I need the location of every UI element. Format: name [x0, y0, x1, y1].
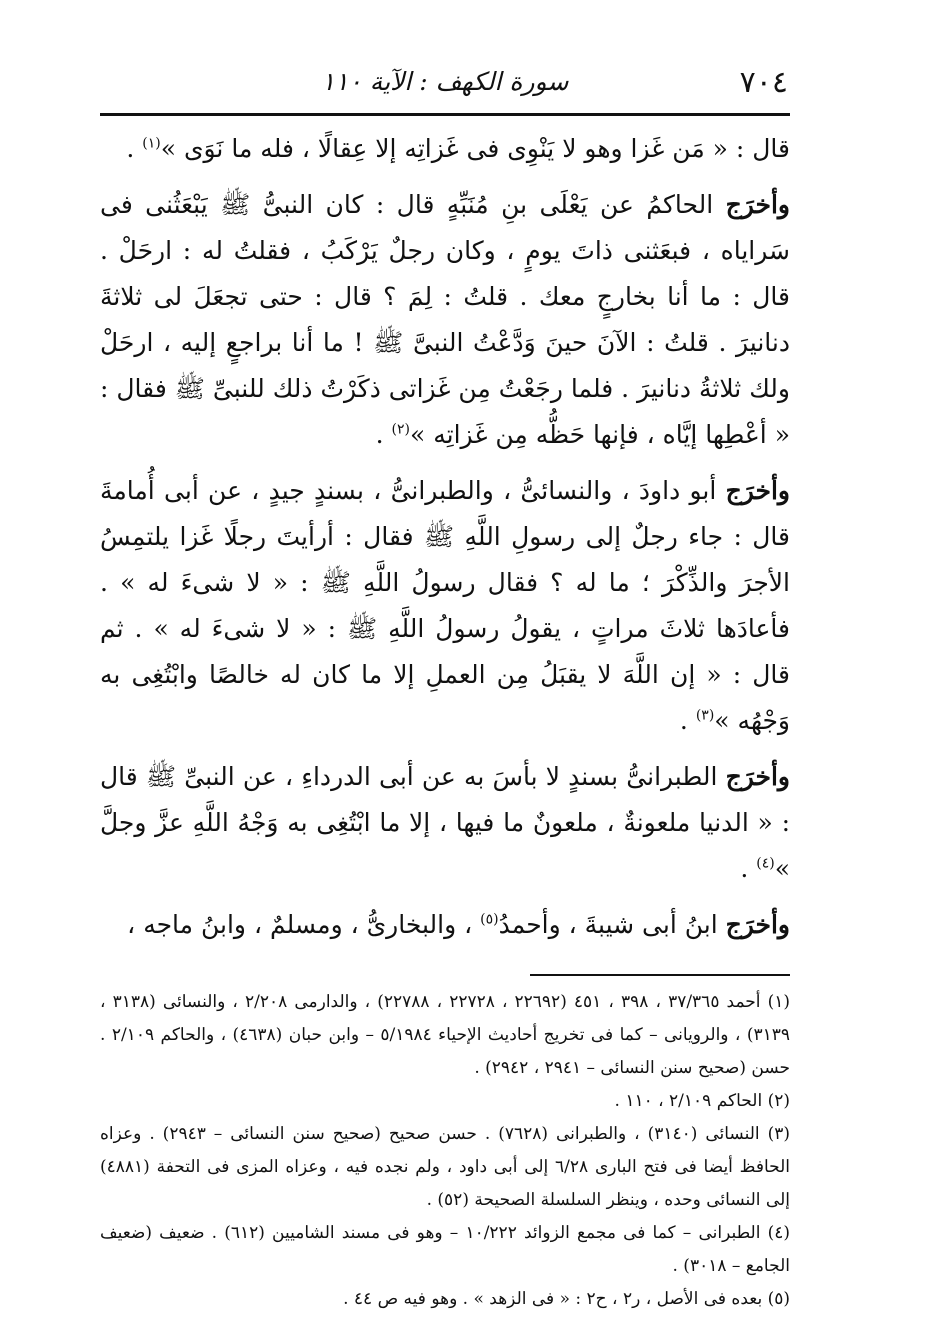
paragraph-lead: وأخرَج — [725, 190, 790, 219]
paragraph-end: . — [679, 706, 696, 735]
paragraph-text: الحاكمُ عن يَعْلَى بنِ مُنَبِّهٍ قال : كان النبىُّ ﷺ يَبْعَثُنى فى سَراياه ، فبعَثنى ذاتَ يومٍ ، وكان رجلٌ يَرْكَبُ ، فقلتُ له : ارحَلْ . قال : ما أنا بخارجٍ معك . قلتُ : لِمَ ؟ قال : حتى تجعَلَ لى ثلاثةَ دنانيرَ . قلتُ : الآنَ حينَ وَدَّعْتُ النبىَّ ﷺ ! ما أنا براجعٍ إليه ، ارحَلْ ولك ثلاثةُ دنانيرَ . فلما رجَعْتُ مِن غَزاتى ذكَرْتُ ذلك للنبىِّ ﷺ فقال : « أعْطِها إيَّاه ، فإنها حَظُّه مِن غَزاتِه » — [100, 190, 790, 449]
footnote: (٣) النسائى (٣١٤٠) ، والطبرانى (٧٦٢٨) . حسن صحيح (صحيح سنن النسائى – ٢٩٤٣) . وعزاه الحافظ أيضا فى فتح البارى ٦/٢٨ إلى أبى داود ، ولم نجده فيه ، وعزاه المزى فى التحفة (٤٨٨١) إلى النسائى وحده ، وينظر السلسلة الصحيحة (٥٢) . — [100, 1124, 791, 1210]
paragraph-lead: وأخرَج — [725, 476, 790, 505]
paragraph-text: ابنُ أبى شيبةَ ، وأحمدُ — [498, 910, 726, 939]
paragraph-lead: وأخرَج — [725, 762, 790, 791]
paragraph — [100, 468, 790, 744]
paragraph-text: الطبرانىُّ بسندٍ لا بأسَ به عن أبى الدرداءِ ، عن النبىِّ ﷺ قال : « الدنيا ملعونةٌ ، ملعونٌ ما فيها ، إلا ما ابْتُغِى به وَجْهُ اللَّهِ عزَّ وجلَّ » — [100, 762, 790, 883]
footnote: (١) أحمد ٣٧/٣٦٥ ، ٣٩٨ ، ٤٥١ (٢٢٦٩٢ ، ٢٢٧٢٨ ، ٢٢٧٨٨) ، والدارمى ٢/٢٠٨ ، والنسائى (٣١٣٨ ، ٣١٣٩) ، والرويانى – كما فى تخريج أحاديث الإحياء ٥/١٩٨٤ – وابن حبان (٤٦٣٨) ، والحاكم ٢/١٠٩ . حسن (صحيح سنن النسائى – ٢٩٤١ ، ٢٩٤٢) . — [100, 992, 791, 1078]
paragraph-text: أبو داودَ ، والنسائىُّ ، والطبرانىُّ ، بسندٍ جيدٍ ، عن أبى أُمامةَ قال : جاء رجلٌ إلى رسولِ اللَّهِ ﷺ فقال : أرأيتَ رجلًا غَزا يلتمِسُ الأجرَ والذِّكْرَ ؛ ما له ؟ فقال رسولُ اللَّهِ ﷺ : « لا شىءَ له » . فأعادَها ثلاثَ مراتٍ ، يقولُ رسولُ اللَّهِ ﷺ : « لا شىءَ له » . ثم قال : « إن اللَّهَ لا يقبَلُ مِن العملِ إلا ما كان له خالصًا وابْتُغِى به وَجْهُه » — [100, 476, 790, 735]
running-title: سورة الكهف : الآية ١١٠ — [321, 67, 569, 96]
paragraph-text: قال : « مَن غَزا وهو لا يَنْوِى فى غَزاتِه إلا عِقالًا ، فله ما نَوَى » — [160, 134, 790, 163]
footnotes — [100, 986, 790, 1316]
footnote-ref: (١) — [142, 135, 161, 152]
paragraph — [100, 182, 790, 458]
footnote: (٢) الحاكم ٢/١٠٩ ، ١١٠ . — [614, 1091, 790, 1111]
page-header — [100, 55, 790, 116]
paragraph-end: . — [375, 420, 392, 449]
main-text — [100, 126, 790, 948]
footnote: (٥) بعده فى الأصل ، ر٢ ، ح٢ : « فى الزهد » . وهو فيه ص ٤٤ . — [343, 1289, 790, 1309]
footnote-ref: (٤) — [756, 855, 775, 872]
paragraph-end: . — [126, 134, 143, 163]
paragraph-end: ، والبخارىُّ ، ومسلمٌ ، وابنُ ماجه ، — [127, 910, 481, 939]
footnote-ref: (٣) — [695, 707, 715, 724]
paragraph — [100, 754, 790, 892]
paragraph-end: . — [740, 854, 757, 883]
footnote-divider — [530, 974, 790, 976]
footnote-ref: (٥) — [480, 911, 499, 928]
paragraph — [100, 902, 790, 948]
footnote-ref: (٢) — [391, 421, 410, 438]
paragraph-lead: وأخرَج — [725, 910, 790, 939]
page-number: ٧٠٤ — [739, 65, 788, 100]
book-page — [100, 55, 790, 1316]
paragraph — [100, 126, 790, 172]
footnote: (٤) الطبرانى – كما فى مجمع الزوائد ١٠/٢٢٢ – وهو فى مسند الشاميين (٦١٢) . ضعيف (ضعيف الجامع – ٣٠١٨) . — [100, 1223, 791, 1276]
